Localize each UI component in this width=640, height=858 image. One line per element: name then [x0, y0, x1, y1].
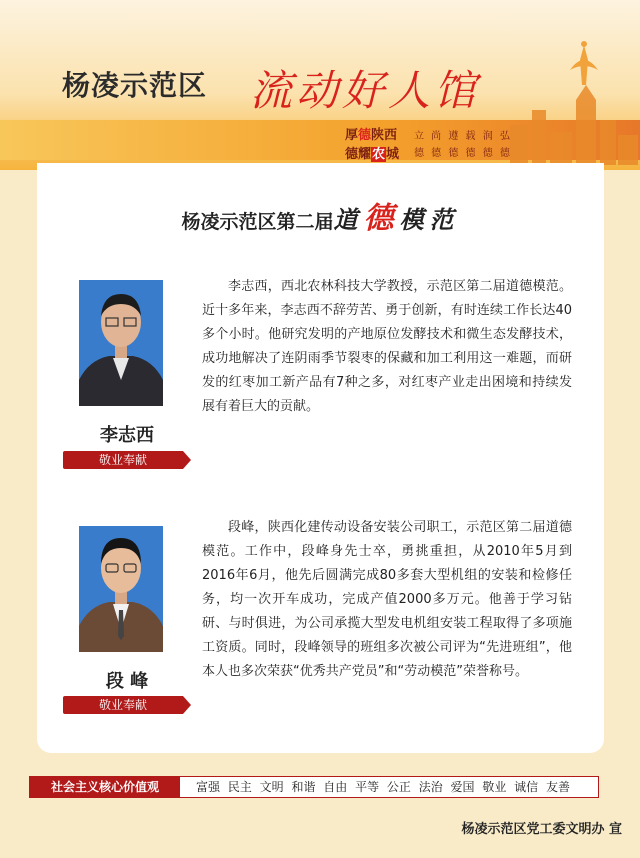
core-values-items: 富强 民主 文明 和谐 自由 平等 公正 法治 爱国 敬业 诚信 友善	[196, 780, 570, 794]
core-values-bar	[29, 776, 599, 798]
person-name: 李志西	[100, 425, 154, 446]
portrait-duan-feng	[79, 526, 163, 652]
person-bio: 李志西，西北农林科技大学教授，示范区第二届道德模范。近十多年来，李志西不辞劳苦、勇于创新，有时连续工作长达40多个小时。他研究发明的产地原位发酵技术和微生态发酵技术，成功地解决了连阴雨季节裂枣的保藏和加工利用这一难题，而研发的红枣加工新产品有7种之多，对红枣产业走出困境和持续发展有着巨大的贡献。	[202, 279, 572, 414]
slogan-line-1: 厚德陕西	[345, 128, 398, 143]
person-tag: 敬业奉献	[63, 696, 183, 714]
header-title-right: 流动好人馆	[250, 66, 481, 115]
footer-credit: 杨凌示范区党工委文明办 宣	[461, 822, 622, 837]
person-tag: 敬业奉献	[63, 451, 183, 469]
portrait-li-zhixi	[79, 280, 163, 406]
core-values-label: 社会主义核心价值观	[30, 777, 180, 797]
slogan-small-1: 立 尚 遵 载 润 弘	[414, 131, 512, 142]
section-title: 杨凌示范区第二届道德模范	[181, 201, 460, 236]
header-title-left: 杨凌示范区	[62, 69, 208, 102]
person-name: 段 峰	[105, 671, 149, 692]
person-bio: 段峰，陕西化建传动设备安装公司职工，示范区第二届道德模范。工作中，段峰身先士卒，勇挑重担，从2010年5月到2016年6月，他先后圆满完成80多套大型机组的安装和检修任务，均一次开车成功，完成产值2000多万元。他善于学习钻研、与时俱进，为公司承揽大型发电机组安装工程取得了多项施工资质。同时，段峰领导的班组多次被公司评为“先进班组”，他本人也多次荣获“优秀共产党员”和“劳动模范”荣誉称号。	[202, 520, 572, 679]
content-card	[37, 163, 604, 753]
slogan-line-2: 德耀农城	[345, 147, 400, 162]
header-banner	[0, 0, 640, 170]
city-skyline-icon	[500, 40, 640, 165]
slogan-small-2: 德 德 德 德 德 德	[414, 148, 512, 159]
